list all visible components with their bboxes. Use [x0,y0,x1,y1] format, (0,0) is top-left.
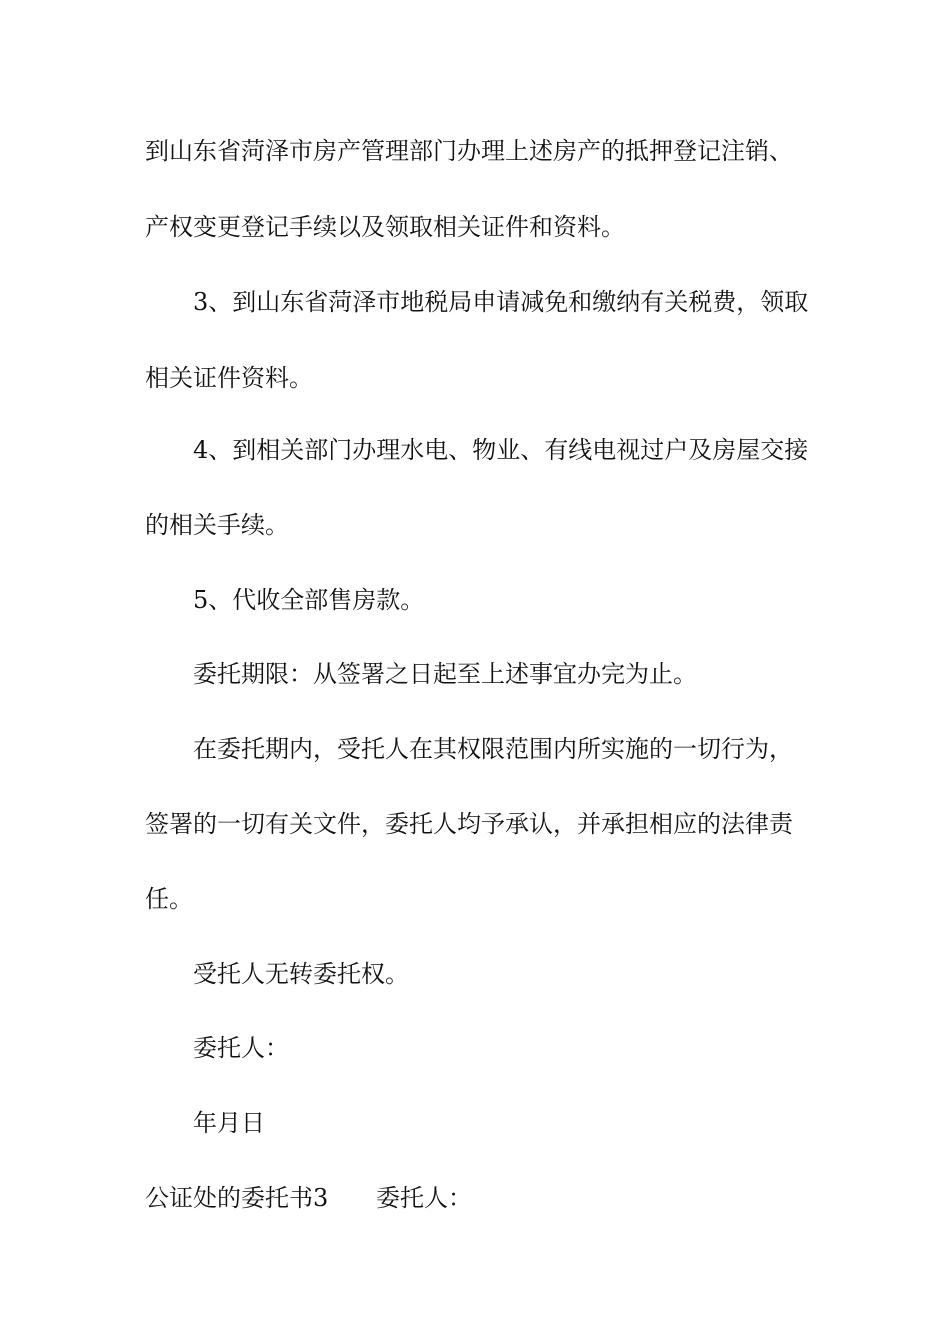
authority-line-2: 签署的一切有关文件，委托人均予承认，并承担相应的法律责 [145,810,793,838]
principal-signature-line: 委托人： [193,1034,289,1062]
item-3-line-2: 相关证件资料。 [145,364,313,392]
section-title: 公证处的委托书3 [145,1184,329,1212]
item-3-line-1: 3、到山东省菏泽市地税局申请减免和缴纳有关税费，领取 [193,288,809,316]
item-4-line-2: 的相关手续。 [145,511,289,539]
authority-line-3: 任。 [145,885,193,913]
paragraph-line-1: 到山东省菏泽市房产管理部门办理上述房产的抵押登记注销、 [145,137,793,165]
no-sub-delegation-line: 受托人无转委托权。 [193,960,409,988]
date-line: 年月日 [193,1109,265,1137]
item-5-line: 5、代收全部售房款。 [193,586,425,614]
paragraph-line-2: 产权变更登记手续以及领取相关证件和资料。 [145,213,625,241]
section-principal-label: 委托人： [376,1184,472,1212]
authority-line-1: 在委托期内，受托人在其权限范围内所实施的一切行为， [193,735,793,763]
item-4-line-1: 4、到相关部门办理水电、物业、有线电视过户及房屋交接 [193,436,809,464]
term-line: 委托期限：从签署之日起至上述事宜办完为止。 [193,660,697,688]
